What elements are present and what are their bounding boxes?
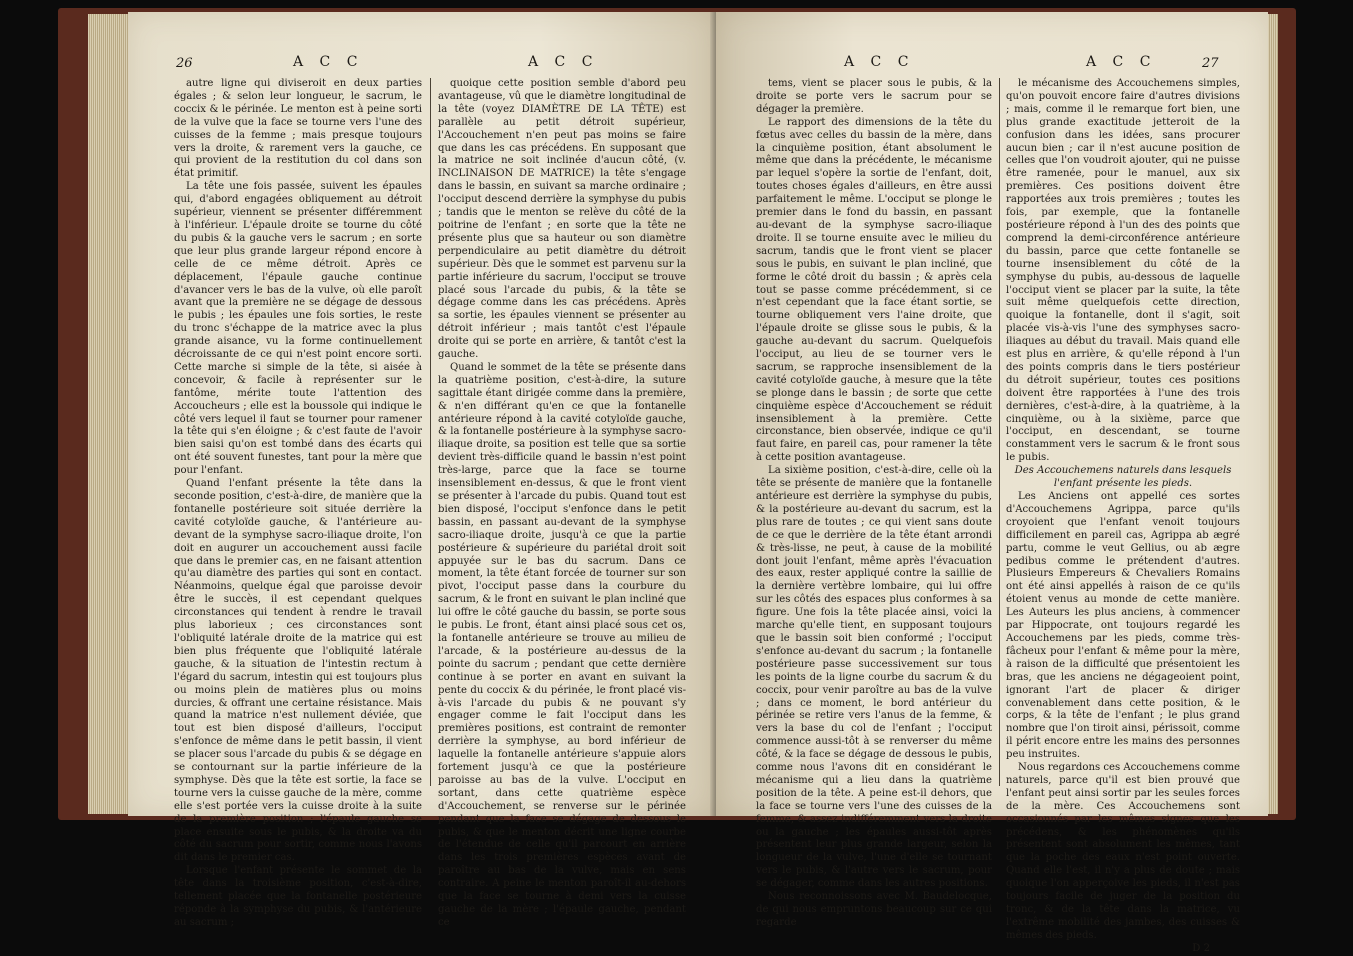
right-page-number: 27 <box>1202 56 1219 71</box>
column-rule <box>430 78 431 786</box>
paragraph: La tête une fois passée, suivent les épaules qui, d'abord engagées obliquement au détroit supérieur, viennent se présenter différemment à l'inférieur. L'épaule droite se tourne du côté du pubis & la gauche vers le sacrum ; en sorte que leur plus grande largeur répond encore à celle de ce même détroit. Après ce déplacement, l'épaule gauche continue d'avancer vers le bas de la vulve, où elle paroît avant que la première ne se dégage de dessous le pubis ; les épaules une fois sorties, le reste du tronc s'échappe de la matrice avec la plus grande aisance, vu la forme continuellement décroissante de ce qui n'est point encore sorti. Cette marche si simple de la tête, si aisée à concevoir, & facile à représenter sur le fantôme, mérite toute l'attention des Accoucheurs ; elle est la boussole qui indique le côté vers lequel il faut se tourner pour ramener la tête qui s'en éloigne ; & c'est faute de l'avoir bien saisi qu'on est tombé dans des écarts qui ont été souvent funestes, tant pour la mère que pour l'enfant. <box>174 181 422 477</box>
paragraph: Nous reconnoissons avec M. Baudelocque, de qui nous empruntons beaucoup sur ce qui regarde <box>756 891 992 928</box>
section-heading: Des Accouchemens naturels dans lesquels l'enfant présente les pieds. <box>1014 465 1232 490</box>
paragraph: Nous regardons ces Accouchemens comme naturels, parce qu'il est bien prouvé que l'enfant peut ainsi sortir par les seules forces de la mère. Ces Accouchemens sont occasionnés par les mêmes signes que les précédens, & les phénomènes qu'ils présentent sont absolument les mêmes, tant que la poche des eaux n'est point ouverte. Quand elle l'est, il n'y a plus de doute ; mais quoique l'on apperçoive les pieds, il n'est pas toujours facile de juger de la position du tronc, & de la tête dans la matrice, vu l'extrême mobilité des jambes, des cuisses & mêmes des pieds. <box>1006 762 1240 941</box>
left-column-1 <box>174 78 422 928</box>
right-head-1: A C C <box>844 54 915 70</box>
right-head-2: A C C <box>1086 54 1157 70</box>
column-rule <box>999 78 1000 786</box>
right-column-2 <box>1006 78 1240 954</box>
open-book <box>58 8 1296 954</box>
right-column-1 <box>756 78 992 928</box>
paragraph: autre ligne qui diviseroit en deux parties égales ; & selon leur longueur, le sacrum, le coccix & le périnée. Le menton est à peine sorti de la vulve que la face se tourne vers l'une des cuisses de la femme ; mais presque toujours vers la droite, & rarement vers la gauche, ce qui provient de la restitution du col dans son état primitif. <box>174 78 422 180</box>
paragraph: Quand l'enfant présente la tête dans la seconde position, c'est-à-dire, de manière que la fontanelle postérieure soit située derrière la cavité cotyloïde gauche, & l'antérieure au-devant de la symphyse sacro-iliaque droite, l'on doit en augurer un accouchement aussi facile que dans le premier cas, en ne faisant attention qu'au diamètre des parties qui sont en contact. Néanmoins, quelque égal que paroisse devoir être le succès, il est cependant quelques circonstances qui tendent à rendre le travail plus laborieux ; ces circonstances sont l'obliquité latérale droite de la matrice qui est bien plus fréquente que l'obliquité latérale gauche, & la situation de l'intestin rectum à l'égard du sacrum, intestin qui est toujours plus ou moins plein de matières plus ou moins durcies, & offrant une certaine résistance. Mais quand la matrice n'est nullement déviée, que tout est bien disposé d'ailleurs, l'occiput s'enfonce de même dans le petit bassin, il vient se placer sous l'arcade du pubis & se dégage en se contournant sur la partie inférieure de la symphyse. Dès que la tête est sortie, la face se tourne vers la cuisse gauche de la mère, comme elle s'est portée vers la cuisse droite à la suite de la première position ; l'épaule gauche se place ensuite sous le pubis, & la droite va du côté du sacrum pour sortir, comme nous l'avons dit dans le premier cas. <box>174 478 422 864</box>
right-page <box>716 12 1268 954</box>
right-running-head <box>716 54 1268 74</box>
paragraph: quoique cette position semble d'abord peu avantageuse, vû que le diamètre longitudinal de la tête (voyez DIAMÈTRE DE LA TÊTE) est parallèle au petit détroit supérieur, l'Accouchement n'en peut pas moins se faire que dans les cas précédens. En supposant que la matrice ne soit inclinée d'aucun côté, (v. INCLINAISON DE MATRICE) la tête s'engage dans le bassin, en suivant sa marche ordinaire ; l'occiput descend derrière la symphyse du pubis ; tandis que le menton se relève du côté de la poitrine de l'enfant ; en sorte que la tête ne présente plus que sa hauteur ou son diamètre perpendiculaire au petit diamètre du détroit supérieur. Dès que le sommet est parvenu sur la partie inférieure du sacrum, l'occiput se trouve placé sous l'arcade du pubis, & la tête se dégage comme dans les cas précédens. Après sa sortie, les épaules viennent se présenter au détroit inférieur ; mais tantôt c'est l'épaule droite qui se porte en arrière, & tantôt c'est la gauche. <box>438 78 686 361</box>
paragraph: Lorsque l'enfant présente le sommet de la tête dans la troisième position, c'est-à-dire, tellement placée que la fontanelle postérieure réponde à la symphyse du pubis, & l'antérieure au sacrum ; <box>174 865 422 928</box>
paragraph: Le rapport des dimensions de la tête du fœtus avec celles du bassin de la mère, dans la cinquième position, étant absolument le même que dans la précédente, le mécanisme par lequel s'opère la sortie de l'enfant, doit, toutes choses égales d'ailleurs, en être aussi parfaitement le même. L'occiput se plonge le premier dans le fond du bassin, en passant au-devant de la symphyse sacro-iliaque droite. Il se tourne ensuite avec le milieu du sacrum, tandis que le front vient se placer sous le pubis, en suivant le plan incliné, que forme le côté droit du bassin ; & après cela tout se passe comme précédemment, si ce n'est cependant que la face étant sortie, se tourne obliquement vers l'aine droite, que l'épaule droite se glisse sous le pubis, & la gauche au-devant du sacrum. Quelquefois l'occiput, au lieu de se tourner vers le sacrum, se rapproche insensiblement de la cavité cotyloïde gauche, à mesure que la tête se plonge dans le bassin ; de sorte que cette cinquième espèce d'Accouchement se réduit insensiblement à la première. Cette circonstance, bien observée, indique ce qu'il faut faire, en pareil cas, pour ramener la tête à cette position avantageuse. <box>756 116 992 464</box>
left-head-1: A C C <box>293 54 364 70</box>
left-head-2: A C C <box>528 54 599 70</box>
paragraph: Quand le sommet de la tête se présente dans la quatrième position, c'est-à-dire, la suture sagittale étant dirigée comme dans la première, & n'en différant qu'en ce que la fontanelle antérieure répond à la cavité cotyloïde gauche, & la fontanelle postérieure à la symphyse sacro-iliaque droite, sa position est telle que sa sortie devient très-difficile quand le bassin n'est point très-large, parce que la face se tourne insensiblement en-dessus, & que le front vient se présenter à l'arcade du pubis. Quand tout est bien disposé, l'occiput s'enfonce dans le petit bassin, en passant au-devant de la symphyse sacro-iliaque droite, jusqu'à ce que la partie postérieure & supérieure du pariétal droit soit appuyée sur le bas du sacrum. Dans ce moment, la tête étant forcée de tourner sur son pivot, l'occiput passe dans la courbure du sacrum, & le front en suivant le plan incliné que lui offre le côté gauche du bassin, se porte sous le pubis. Le front, étant ainsi placé sous cet os, la fontanelle antérieure se trouve au milieu de l'arcade, & la postérieure au-dessus de la pointe du sacrum ; pendant que cette dernière continue à se porter en avant en suivant la pente du coccix & du périnée, le front placé vis-à-vis l'arcade du pubis & ne pouvant s'y engager comme le fait l'occiput dans les premières positions, est contraint de remonter derrière la symphyse, au bord inférieur de laquelle la fontanelle antérieure s'appuie alors fortement jusqu'à ce que la postérieure paroisse au bas de la vulve. L'occiput en sortant, dans cette quatrième espèce d'Accouchement, se renverse sur le périnée pendant que la face se dégage de dessous le pubis, & que le menton décrit une ligne courbe de l'étendue de celle qu'il parcourt en arrière dans les trois premières espèces avant de paroître au bas de la vulve, mais en sens contraire. A peine le menton paroît-il au-dehors que la face se tourne à demi vers la cuisse gauche de la mère ; l'épaule gauche, pendant ce <box>438 361 686 928</box>
paragraph: tems, vient se placer sous le pubis, & la droite se porte vers le sacrum pour se dégager la première. <box>756 78 992 115</box>
left-page <box>128 12 716 928</box>
left-running-head <box>128 54 716 74</box>
page-edges-left <box>88 14 128 814</box>
signature-mark: D 2 <box>1192 942 1210 954</box>
left-column-2 <box>438 78 686 928</box>
left-page-number: 26 <box>176 56 193 71</box>
paragraph: Les Anciens ont appellé ces sortes d'Accouchemens Agrippa, parce qu'ils croyoient que l'enfant venoit toujours difficilement en pareil cas, Agrippa ab ægré partu, comme le veut Gellius, ou ab ægre pedibus comme le prétendent d'autres. Plusieurs Empereurs & Chevaliers Romains ont été ainsi appellés à raison de ce qu'ils étoient venus au monde de cette manière. Les Auteurs les plus anciens, à commencer par Hippocrate, ont toujours regardé les Accouchemens par les pieds, comme très-fâcheux pour l'enfant & même pour la mère, à raison de la difficulté que présentoient les bras, que les anciens ne dégageoient point, ignorant l'art de placer & diriger convenablement dans cette position, & le corps, & la tête de l'enfant ; le plus grand nombre que l'on tiroit ainsi, périssoit, comme il périt encore entre les mains des personnes peu instruites. <box>1006 491 1240 761</box>
paragraph: La sixième position, c'est-à-dire, celle où la tête se présente de manière que la fontanelle antérieure est derrière la symphyse du pubis, & la postérieure au-devant du sacrum, est la plus rare de toutes ; ce qui vient sans doute de ce que le derrière de la tête étant arrondi & très-lisse, ne peut, à cause de la mobilité dont jouit l'enfant, même après l'évacuation des eaux, rester appliqué contre la saillie de la dernière vertèbre lombaire, qui lui offre sur les côtés des espaces plus conformes à sa figure. Une fois la tête placée ainsi, voici la marche qu'elle tient, en supposant toujours que le bassin soit bien conformé ; l'occiput s'enfonce au-devant du sacrum ; la fontanelle postérieure passe successivement sur tous les points de la ligne courbe du sacrum & du coccix, pour venir paroître au bas de la vulve ; dans ce moment, le bord antérieur du périnée se retire vers l'anus de la femme, & vers la base du col de l'enfant ; l'occiput commence aussi-tôt à se renverser du même côté, & la face se dégage de dessous le pubis, comme nous l'avons dit en considérant le mécanisme qui a lieu dans la quatrième position de la tête. A peine est-il dehors, que la face se tourne vers l'une des cuisses de la femme, & assez indifféremment vers la droite ou la gauche ; les épaules aussi-tôt après présentent leur plus grande largeur, selon la longueur de la vulve, l'une d'elle se tournant vers le pubis, & l'autre vers le sacrum, pour se dégager, comme dans les autres positions. <box>756 465 992 890</box>
paragraph: le mécanisme des Accouchemens simples, qu'on pouvoit encore faire d'autres divisions ; mais, comme il le remarque fort bien, une plus grande exactitude jetteroit de la confusion dans les idées, sans procurer aucun bien ; car il n'est aucune position de celles que l'on voudroit ajouter, qui ne puisse être ramenée, pour le manuel, aux six premières. Ces positions doivent être rapportées aux trois premières ; toutes les fois, par exemple, que la fontanelle postérieure répond à l'un des des points que comprend la demi-circonférence antérieure du bassin, parce que cette fontanelle se tourne insensiblement du côté de la symphyse du pubis, au-dessous de laquelle l'occiput vient se placer par la suite, la tête suit même quelquefois cette direction, quoique la fontanelle, dont il s'agit, soit placée vis-à-vis l'une des symphyses sacro-iliaques au début du travail. Mais quand elle est plus en arrière, & qu'elle répond à l'un des points compris dans le tiers postérieur du détroit supérieur, toutes ces positions doivent être rapportées à l'une des trois dernières, c'est-à-dire, à la quatrième, à la cinquième, ou à la sixième, parce que l'occiput, en descendant, se tourne constamment vers le sacrum & le front sous le pubis. <box>1006 78 1240 464</box>
